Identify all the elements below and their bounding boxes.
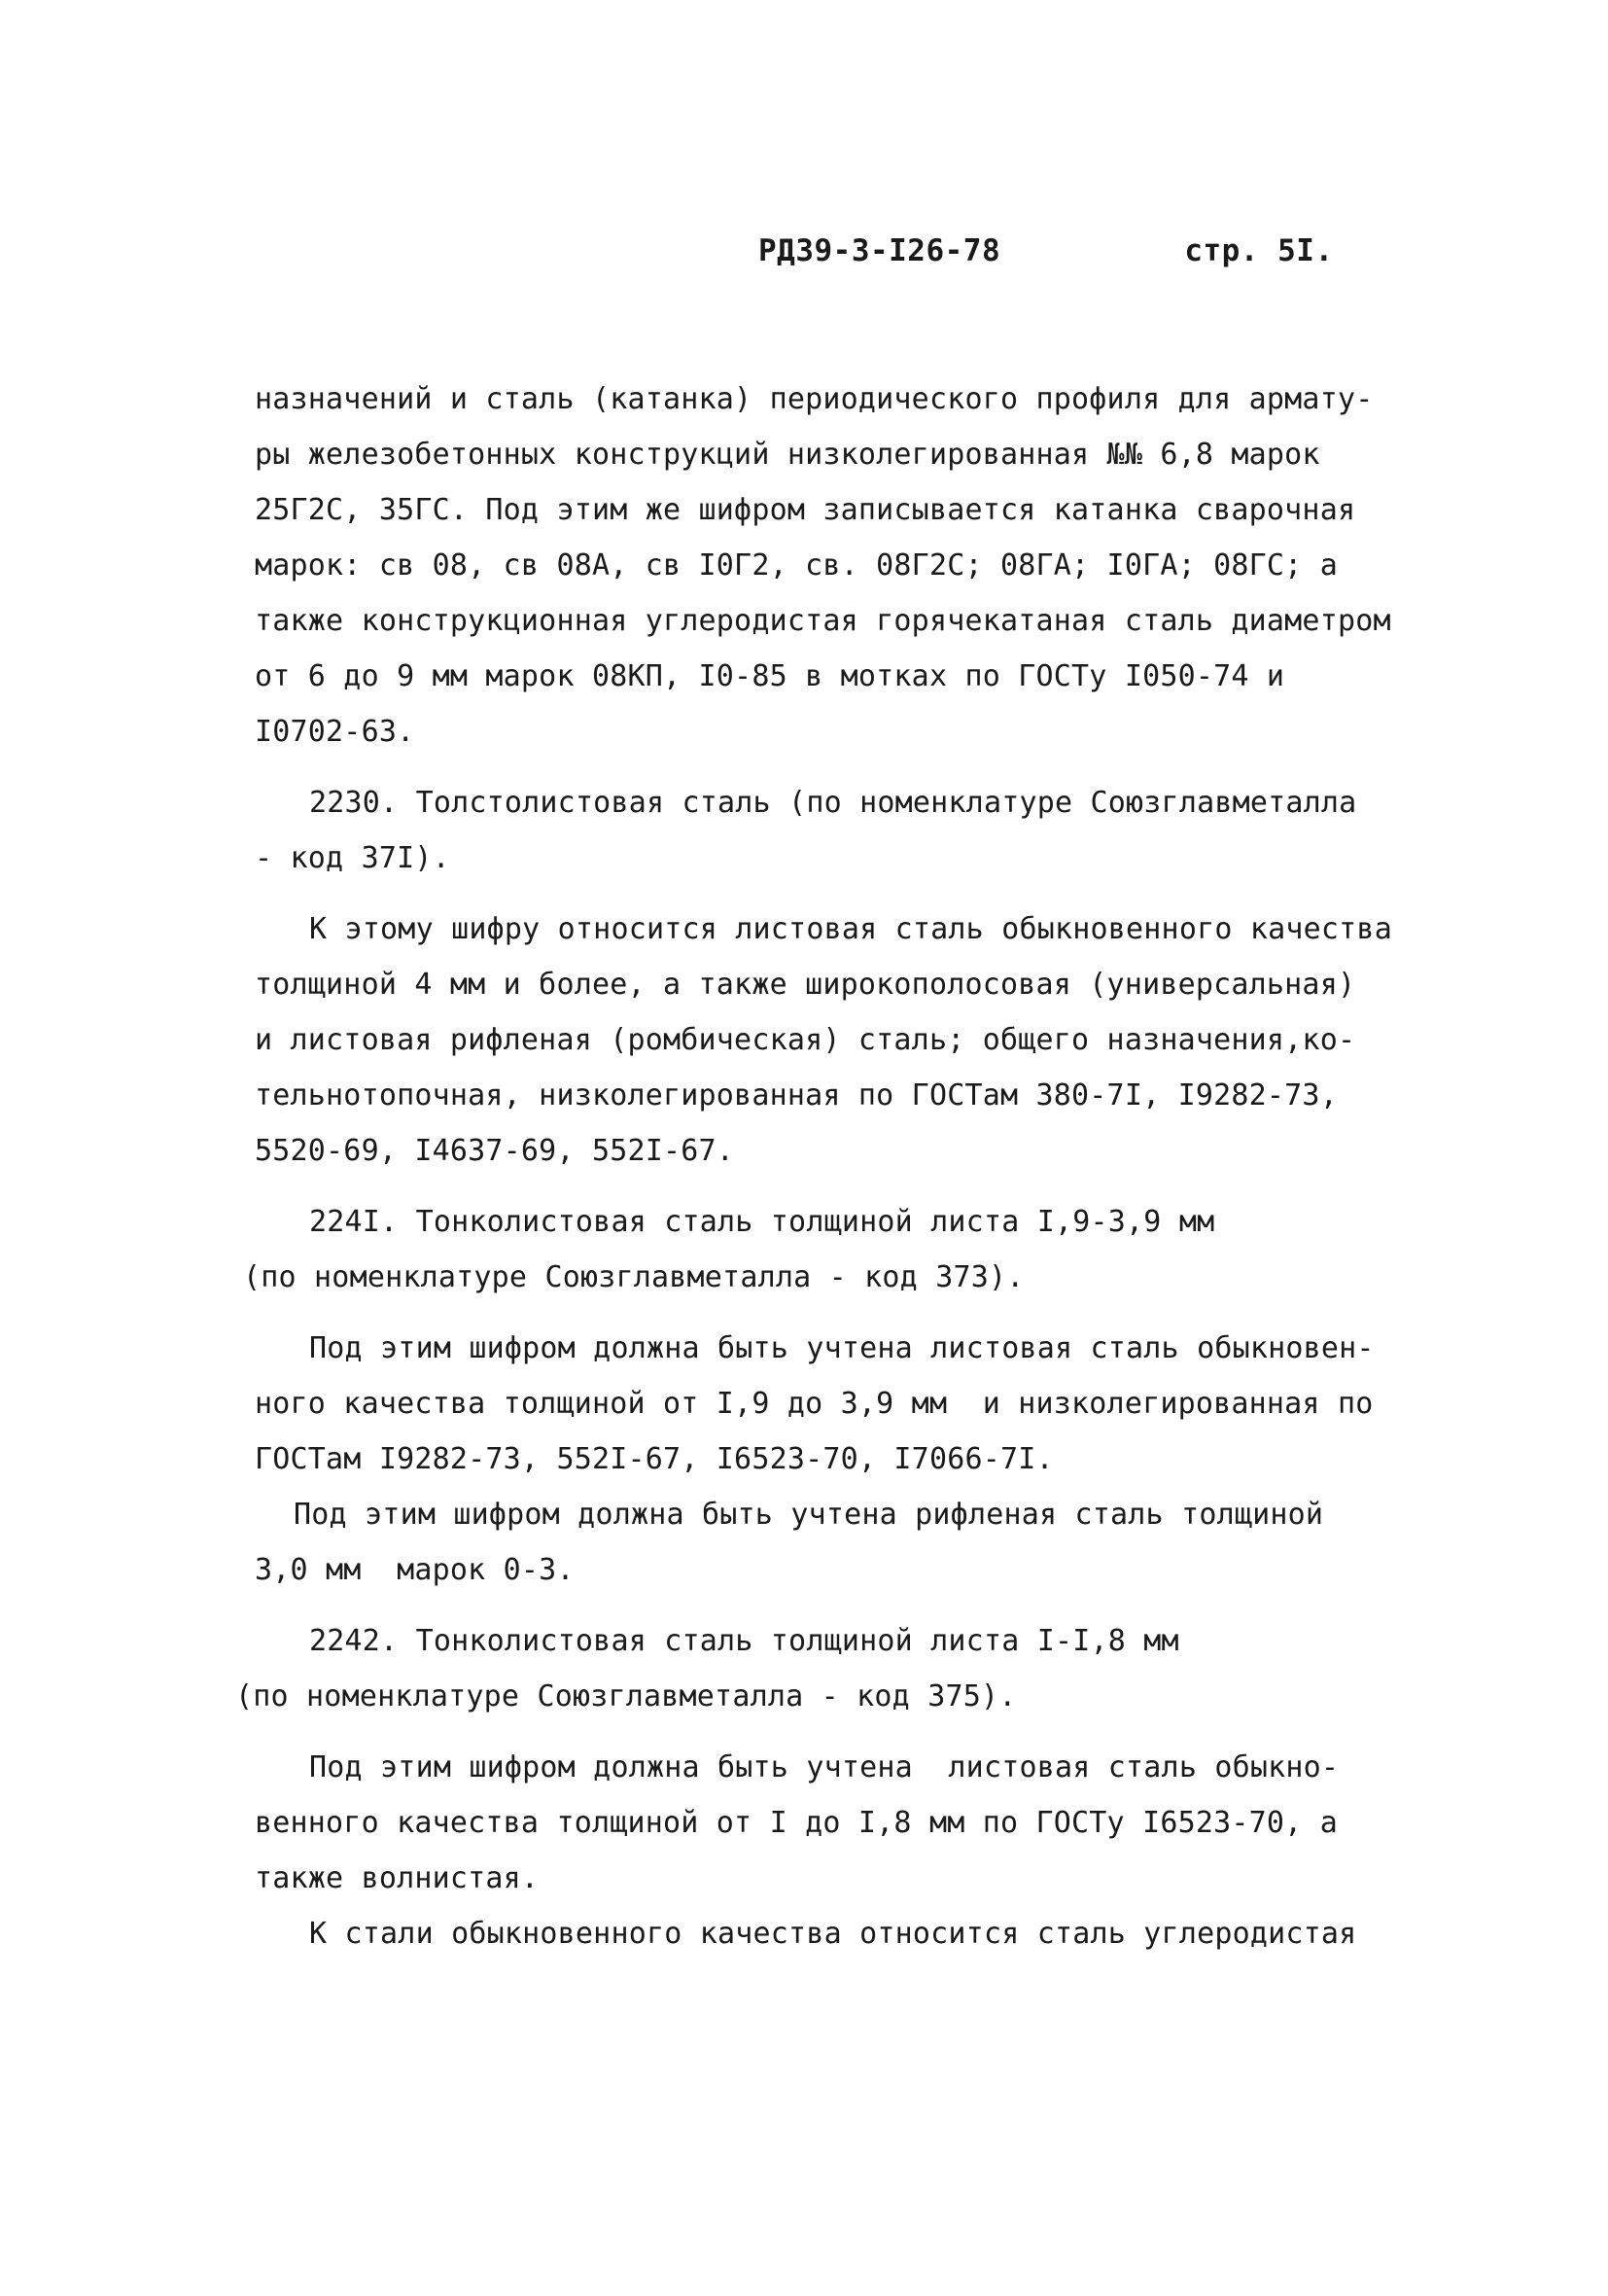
text-line: ры железобетонных конструкций низколегированная №№ 6,8 марок — [255, 438, 1320, 472]
text-line: К стали обыкновенного качества относится сталь углеродистая — [309, 1917, 1357, 1951]
text-line: ного качества толщиной от I,9 до 3,9 мм и низколегированная по — [255, 1387, 1374, 1421]
text-line: Под этим шифром должна быть учтена рифленая сталь толщиной — [294, 1498, 1324, 1532]
text-line: (по номенклатуре Союзглавметалла - код 375). — [235, 1679, 1017, 1713]
text-line: также волнистая. — [255, 1861, 540, 1895]
text-line: К этому шифру относится листовая сталь обыкновенного качества — [309, 912, 1392, 946]
text-line: - код 37I). — [255, 841, 450, 875]
text-line: и листовая рифленая (ромбическая) сталь; общего назначения,ко- — [255, 1023, 1356, 1057]
text-line: 25Г2С, 35ГС. Под этим же шифром записывается катанка сварочная — [255, 493, 1356, 527]
section-heading: 2242. Тонколистовая сталь толщиной листа I-I,8 мм — [309, 1624, 1179, 1658]
text-line: 5520-69, I4637-69, 552I-67. — [255, 1134, 735, 1168]
page-header — [758, 233, 1334, 268]
text-line: Под этим шифром должна быть учтена листовая сталь обыкно- — [309, 1750, 1340, 1784]
text-line: I0702-63. — [255, 715, 415, 749]
text-line: назначений и сталь (катанка) периодического профиля для армату- — [255, 382, 1374, 416]
section-heading: 2230. Толстолистовая сталь (по номенклатуре Союзглавметалла — [309, 786, 1357, 820]
body-text — [235, 371, 1392, 1961]
text-line: также конструкционная углеродистая горячекатаная сталь диаметром — [255, 604, 1391, 638]
page-number: стр. 5I. — [1184, 233, 1334, 268]
text-line: тельнотопочная, низколегированная по ГОСТам 380-7I, I9282-73, — [255, 1078, 1338, 1113]
document-code: РДЗ9-3-I26-78 — [758, 233, 1001, 268]
text-line: Под этим шифром должна быть учтена листовая сталь обыкновен- — [309, 1331, 1375, 1365]
text-line: марок: св 08, св 08А, св I0Г2, св. 08Г2С; 08ГА; I0ГА; 08ГС; а — [255, 548, 1338, 583]
text-line: ГОСТам I9282-73, 552I-67, I6523-70, I7066-7I. — [255, 1442, 1054, 1476]
text-line: венного качества толщиной от I до I,8 мм по ГОСТу I6523-70, а — [255, 1806, 1338, 1840]
text-line: (по номенклатуре Союзглавметалла - код 373). — [243, 1260, 1025, 1294]
text-line: от 6 до 9 мм марок 08КП, I0-85 в мотках по ГОСТу I050-74 и — [255, 659, 1285, 693]
section-heading: 224I. Тонколистовая сталь толщиной листа I,9-3,9 мм — [309, 1205, 1215, 1239]
text-line: 3,0 мм марок 0-3. — [255, 1553, 575, 1587]
text-line: толщиной 4 мм и более, а также широкополосовая (универсальная) — [255, 968, 1356, 1002]
